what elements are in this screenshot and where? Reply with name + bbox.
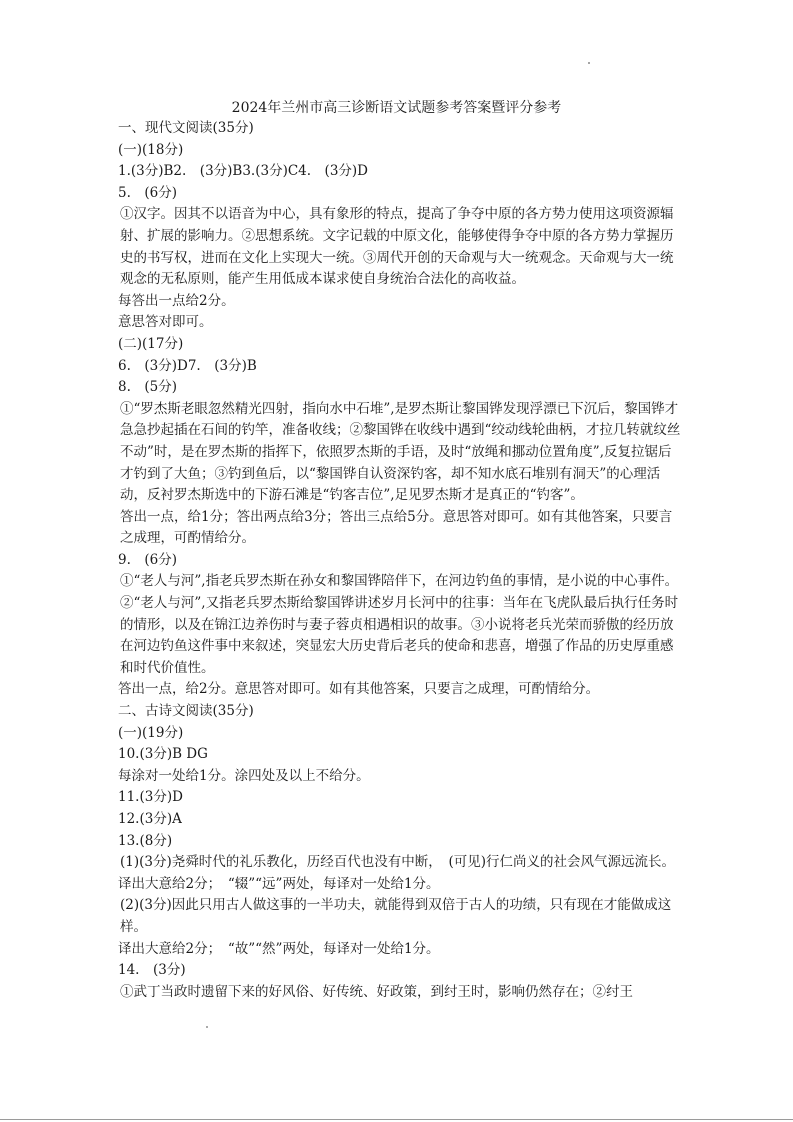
answer-paragraph: (1)(3分)尧舜时代的礼乐教化，历经百代也没有中断， (可见)行仁尚义的社会风气源远流长。 <box>120 854 676 871</box>
subsection-heading: (一)(19分) <box>118 724 184 741</box>
answer-line: 1.(3分)B2. (3分)B3.(3分)C4. (3分)D <box>118 163 369 180</box>
answer-paragraph: ①“老人与河”,指老兵罗杰斯在孙女和黎国铧陪伴下，在河边钓鱼的事情，是小说的中心事件。②“老人与河”,又指老兵罗杰斯给黎国铧讲述岁月长河中的往事：当年在飞虎队最后执行任务时的情形，以及在锦江边养伤时与妻子蓉贞相遇相识的故事。③小说将老兵光荣而骄傲的经历放在河边钓鱼这件事中来叙述，突显宏大历史背后老兵的使命和悲喜，增强了作品的历史厚重感和时代价值性。 <box>120 573 679 676</box>
answer-line: 10.(3分)B DG <box>118 746 208 763</box>
subsection-heading: (一)(18分) <box>118 141 184 158</box>
scoring-note: 意思答对即可。 <box>118 314 213 331</box>
scoring-note: 答出一点，给2分。意思答对即可。如有其他答案，只要言之成理，可酌情给分。 <box>118 681 600 698</box>
scan-speck <box>588 62 590 64</box>
scoring-note: 译出大意给2分； “辍”“远”两处，每译对一处给1分。 <box>118 875 440 892</box>
section-heading: 二、古诗文阅读(35分) <box>118 703 254 720</box>
scoring-note: 每答出一点给2分。 <box>118 292 235 309</box>
document-title: 2024年兰州市高三诊断语文试题参考答案暨评分参考 <box>231 100 562 116</box>
answer-paragraph: ①“罗杰斯老眼忽然精光四射，指向水中石堆”,是罗杰斯让黎国铧发现浮漂已下沉后，黎国铧才急急抄起插在石间的钓竿，准备收线；②黎国铧在收线中遇到“绞动线轮曲柄，才拉几转就纹丝不动”时，是在罗杰斯的指挥下，依照罗杰斯的手语，及时“放绳和挪动位置角度”,反复拉锯后才钓到了大鱼；③钓到鱼后，以“黎国铧自认资深钓客，却不知水底石堆别有洞天”的心理活动，反衬罗杰斯选中的下游石滩是“钓客吉位”,足见罗杰斯才是真正的“钓客”。 <box>120 400 681 504</box>
answer-line: 11.(3分)D <box>118 789 183 806</box>
scoring-note: 每涂对一处给1分。涂四处及以上不给分。 <box>118 767 370 784</box>
section-heading: 一、现代文阅读(35分) <box>118 120 254 136</box>
page-bottom-rule <box>0 1119 793 1120</box>
scoring-note: 译出大意给2分； “故”“然”两处，每译对一处给1分。 <box>118 940 440 957</box>
answer-paragraph: ①武丁当政时遗留下来的好风俗、好传统、好政策，到纣王时，影响仍然存在；②纣王 <box>120 983 633 1000</box>
scoring-note: 答出一点，给1分；答出两点给3分；答出三点给5分。意思答对即可。如有其他答案，只要言之成理，可酌情给分。 <box>120 508 673 547</box>
answer-paragraph: ①汉字。因其不以语音为中心，具有象形的特点，提高了争夺中原的各方势力使用这项资源辐射、扩展的影响力。②思想系统。文字记载的中原文化，能够使得争夺中原的各方势力掌握历史的书写权，进而在文化上实现大一统。③周代开创的天命观与大一统观念。天命观与大一统观念的无私原则，能产生用低成本谋求使自身统治合法化的高收益。 <box>120 206 674 288</box>
answer-body <box>118 118 683 1003</box>
question-heading: 9. (6分) <box>118 551 178 568</box>
question-heading: 5. (6分) <box>118 184 178 201</box>
question-heading: 8. (5分) <box>118 379 178 396</box>
answer-paragraph: (2)(3分)因此只用古人做这事的一半功夫，就能得到双倍于古人的功绩，只有现在才能做成这样。 <box>120 897 672 935</box>
answer-line: 12.(3分)A <box>118 811 182 827</box>
scan-speck <box>206 1026 208 1028</box>
question-heading: 14. (3分) <box>118 962 186 979</box>
answer-line: 6. (3分)D7. (3分)B <box>118 357 257 374</box>
subsection-heading: (二)(17分) <box>118 335 184 352</box>
question-heading: 13.(8分) <box>118 832 173 849</box>
